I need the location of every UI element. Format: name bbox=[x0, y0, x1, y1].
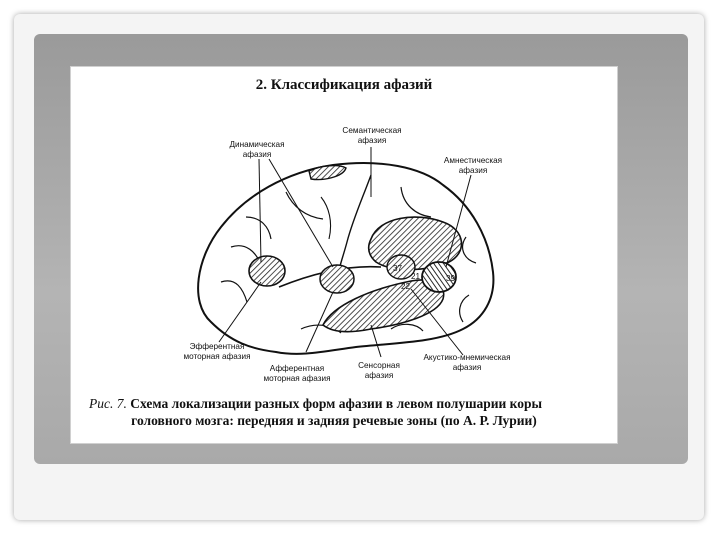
label-dynamic-1: Динамическая bbox=[229, 140, 285, 149]
label-amnestic-2: афазия bbox=[458, 166, 488, 175]
area-number: 22 bbox=[401, 282, 411, 291]
label-sensory-1: Сенсорная bbox=[358, 361, 400, 370]
label-efferent-2: моторная афазия bbox=[183, 352, 251, 361]
area-number: 37 bbox=[393, 264, 403, 273]
caption-line-2: головного мозга: передняя и задняя речевые зоны (по А. Р. Лурии) bbox=[131, 413, 537, 428]
label-afferent-1: Афферентная bbox=[269, 364, 325, 373]
area-number: 21 bbox=[411, 272, 421, 281]
label-acoustic-1: Акустико-мнемическая bbox=[423, 353, 511, 362]
label-semantic-2: афазия bbox=[357, 136, 387, 145]
caption-prefix: Рис. 7. bbox=[89, 396, 127, 411]
figure-caption bbox=[89, 395, 609, 429]
brain-diagram bbox=[71, 67, 617, 443]
label-sensory-2: афазия bbox=[364, 371, 394, 380]
figure-title: 2. Классификация афазий bbox=[255, 77, 433, 93]
aphasia-figure bbox=[70, 66, 618, 444]
label-dynamic-2: афазия bbox=[242, 150, 272, 159]
label-afferent-2: моторная афазия bbox=[263, 374, 331, 383]
label-acoustic-2: афазия bbox=[452, 363, 482, 372]
label-amnestic-1: Амнестическая bbox=[443, 156, 503, 165]
afferent-motor-area bbox=[320, 265, 354, 293]
label-semantic-1: Семантическая bbox=[342, 126, 402, 135]
caption-line-1: Схема локализации разных форм афазии в левом полушарии коры bbox=[130, 396, 543, 411]
efferent-motor-area bbox=[249, 256, 285, 286]
label-efferent-1: Эфферентная bbox=[189, 342, 245, 351]
area-number: 39 bbox=[446, 274, 456, 283]
